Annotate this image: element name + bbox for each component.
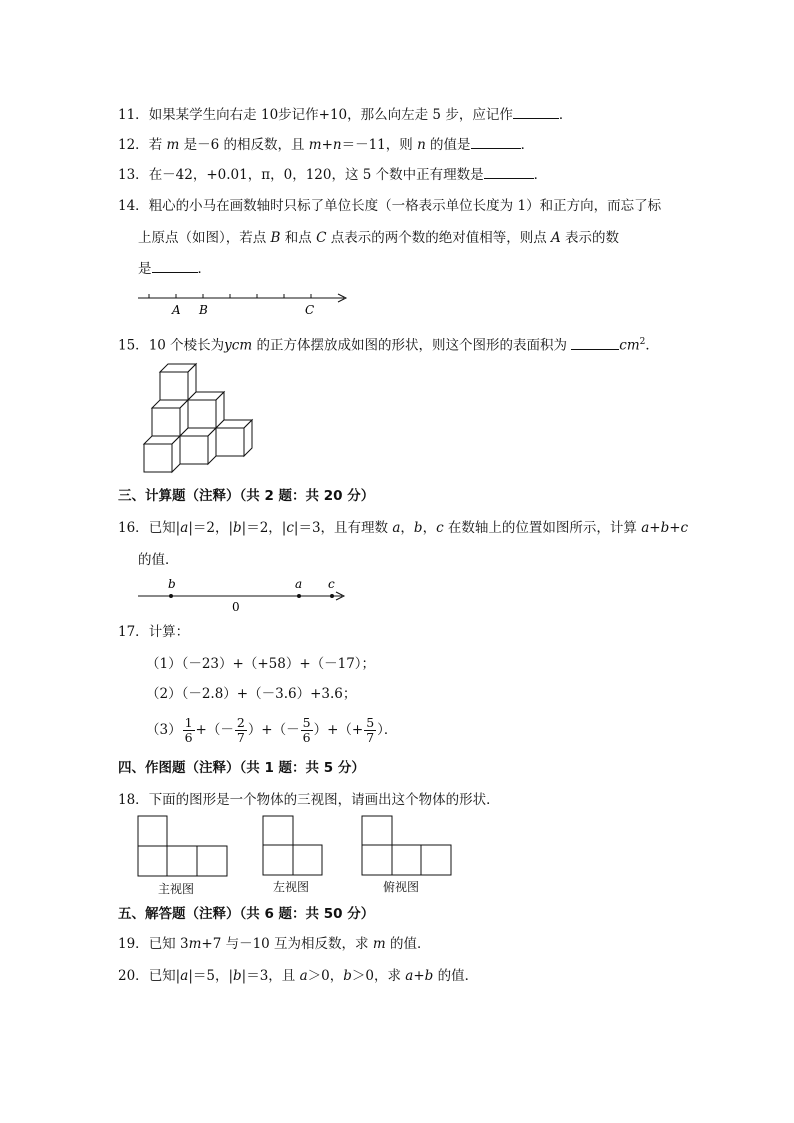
text: 是－6 的相反数，且	[179, 137, 309, 153]
text: |＝2，|	[188, 520, 233, 536]
question-number: 11．	[118, 107, 149, 123]
var-n: n	[417, 137, 426, 153]
question-text: 在－42，+0.01，π，0，120，这 5 个数中正有理数是	[148, 167, 484, 183]
punct: ．	[533, 167, 548, 183]
axis-label-A: A	[172, 303, 181, 317]
question-number: 13．	[118, 167, 149, 183]
caption-top-view: 俯视图	[383, 880, 420, 894]
question-20	[118, 966, 478, 986]
numerator: 1	[184, 715, 193, 730]
axis-label-zero: 0	[232, 600, 240, 614]
top-view	[362, 816, 451, 875]
text: 的值．	[433, 968, 479, 984]
caption-left-view: 左视图	[273, 880, 310, 894]
var-m: m	[372, 936, 386, 952]
var-ycm: ycm	[224, 337, 253, 354]
numerator: 5	[366, 715, 375, 730]
text: 若	[148, 137, 167, 153]
text: 10 个棱长为	[148, 337, 225, 354]
axis-label-a: a	[295, 577, 303, 591]
denominator: 6	[302, 730, 311, 745]
var-b: b	[233, 968, 242, 984]
front-view	[138, 816, 227, 876]
punct: ．	[520, 137, 535, 153]
punct: ．	[645, 337, 659, 354]
punct: ，	[400, 520, 414, 536]
operator: ）．	[377, 722, 398, 738]
question-text: 下面的图形是一个物体的三视图，请画出这个物体的形状．	[148, 792, 500, 808]
text: |＝3，且	[241, 968, 300, 984]
question-number: 17．	[118, 624, 149, 640]
axis-label-B: B	[199, 303, 208, 317]
text: 的值．	[385, 936, 431, 952]
var-ab: a+b	[405, 968, 434, 984]
question-number: 15．	[118, 337, 149, 354]
question-19	[118, 934, 430, 954]
var-abc: a+b+c	[641, 520, 689, 536]
var-mn: m+n	[308, 137, 342, 153]
question-number: 18．	[118, 792, 149, 808]
text: ＞0，求	[351, 968, 406, 984]
var-a: a	[392, 520, 401, 536]
text: 的正方体摆放成如图的形状，则这个图形的表面积为	[252, 337, 572, 354]
punct: ．	[558, 107, 573, 123]
text: 和点	[280, 230, 317, 246]
numerator: 5	[302, 715, 311, 730]
text: 计算：	[148, 624, 190, 640]
var-b: b	[343, 968, 352, 984]
section-5-heading: 五、解答题（注释）（共 6 题：共 50 分）	[118, 906, 375, 922]
operator: +（－	[195, 722, 234, 738]
var-A: A	[551, 230, 561, 246]
question-17-part-1: （1）（－23）+（+58）+（－17）；	[146, 656, 376, 672]
numerator: 2	[236, 715, 245, 730]
question-number: 16．	[118, 520, 149, 536]
question-text: 如果某学生向右走 10步记作+10，那么向左走 5 步，应记作	[148, 107, 513, 123]
axis-label-C: C	[305, 303, 315, 317]
axis-label-c: c	[328, 577, 335, 591]
var-c: c	[436, 520, 444, 536]
var-C: C	[316, 230, 327, 246]
unit-exponent: 2	[639, 337, 646, 347]
question-number: 20．	[118, 968, 149, 984]
section-4-heading: 四、作图题（注释）（共 1 题：共 5 分）	[118, 760, 365, 776]
punct: ，	[422, 520, 437, 536]
part-label: （3）	[146, 722, 182, 738]
axis-label-b: b	[168, 577, 176, 591]
text: 的值是	[425, 137, 471, 153]
text: 已知|	[148, 968, 181, 984]
var-B: B	[270, 230, 281, 246]
question-number: 12．	[118, 137, 149, 153]
text: 已知|	[148, 520, 181, 536]
left-view	[263, 816, 322, 875]
var-m: m	[166, 137, 180, 153]
unit: cm	[619, 337, 640, 354]
section-3-heading: 三、计算题（注释）（共 2 题：共 20 分）	[118, 488, 375, 504]
denominator: 7	[366, 730, 375, 745]
text: 是	[138, 261, 152, 277]
text: 上原点（如图），若点	[138, 230, 271, 246]
text: 的值．	[138, 552, 179, 568]
var-b: b	[413, 520, 423, 536]
punct: ．	[197, 261, 211, 277]
text: ＞0，	[307, 968, 344, 984]
text: ＝－11，则	[341, 137, 418, 153]
denominator: 7	[236, 730, 245, 745]
denominator: 6	[184, 730, 193, 745]
var-m: m	[188, 936, 202, 952]
question-number: 19．	[118, 936, 149, 952]
var-a: a	[299, 968, 308, 984]
operator: ）+（+	[313, 722, 364, 738]
question-number: 14．	[118, 198, 149, 214]
text: 点表示的两个数的绝对值相等，则点	[326, 230, 551, 246]
var-c: c	[286, 520, 294, 536]
question-text: 粗心的小马在画数轴时只标了单位长度（一格表示单位长度为 1）和正方向，而忘了标	[148, 198, 662, 214]
var-b: b	[233, 520, 242, 536]
text: +7 与－10 互为相反数，求	[201, 936, 373, 952]
text: 在数轴上的位置如图所示，计算	[443, 520, 642, 536]
var-a: a	[180, 968, 189, 984]
question-17-part-2: （2）（－2.8）+（－3.6）+3.6；	[146, 686, 357, 702]
text: |＝3，且有理数	[293, 520, 393, 536]
text: 表示的数	[560, 230, 620, 246]
caption-front-view: 主视图	[158, 882, 195, 896]
var-a: a	[180, 520, 189, 536]
text: 已知 3	[148, 936, 189, 952]
text: |＝5，|	[188, 968, 233, 984]
operator: ）+（－	[247, 722, 300, 738]
text: |＝2，|	[241, 520, 287, 536]
